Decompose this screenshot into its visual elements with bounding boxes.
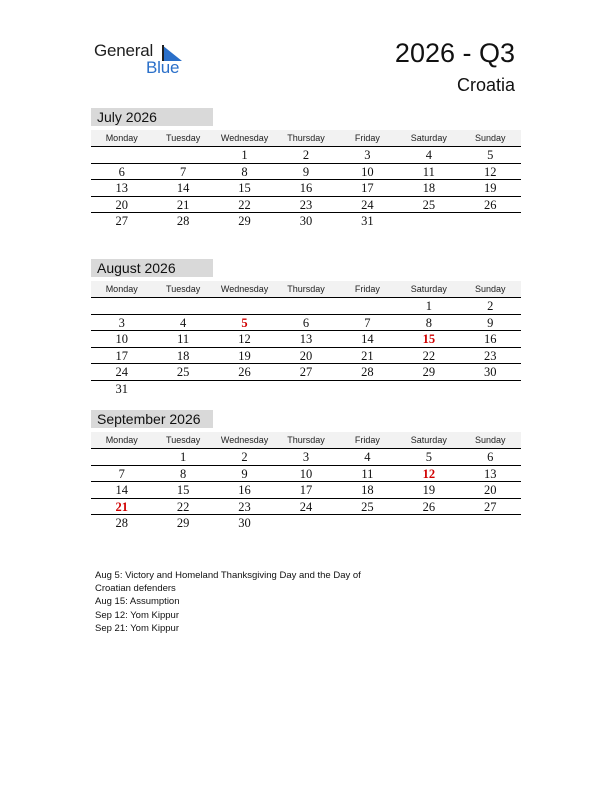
day-cell: 15 [176,483,190,498]
day-cell: 2 [302,148,310,162]
day-cell: 26 [238,365,251,380]
day-cell: 24 [361,197,374,212]
day-cell: 2 [487,299,494,313]
week-row [91,147,521,164]
day-cell: 31 [361,214,374,229]
page-title: 2026 - Q3 [394,38,515,68]
day-cell: 11 [422,164,435,179]
holiday-day-cell: 12 [422,466,436,481]
weekday-label: Tuesday [166,133,201,143]
day-cell [460,381,521,398]
weekday-label: Saturday [410,133,447,143]
day-cell [214,381,275,398]
day-cell: 25 [422,197,436,212]
week-row [91,180,521,197]
weekday-label: Wednesday [220,435,269,445]
day-cell: 1 [425,299,432,313]
week-row [91,315,521,332]
day-cell: 29 [238,214,251,229]
weekday-label: Monday [105,284,138,294]
generalblue-logo [94,41,194,77]
day-cell [275,515,336,532]
weekday-label: Monday [105,435,138,445]
holiday-note: Aug 15: Assumption [95,596,180,608]
day-cell [398,213,459,230]
weekday-label: Thursday [287,435,325,445]
holiday-note: Aug 5: Victory and Homeland Thanksgiving Day and the Day of Croatian defenders [95,570,361,595]
day-cell: 26 [422,499,436,514]
day-cell: 31 [115,381,128,396]
day-cell: 27 [299,365,313,380]
day-cell: 8 [180,466,187,481]
weekday-label: Friday [354,435,380,445]
day-cell [337,298,398,314]
week-row [91,298,521,315]
day-cell: 10 [361,164,374,179]
day-cell: 6 [487,450,494,464]
day-cell: 21 [176,197,190,212]
week-row [91,197,521,214]
day-cell: 6 [302,315,310,330]
week-row [91,515,521,532]
day-cell: 20 [483,483,497,498]
week-row [91,499,521,516]
day-cell: 3 [302,450,310,464]
day-cell [398,515,459,532]
country-name: Croatia [456,75,515,95]
day-cell: 21 [361,348,374,363]
day-cell: 11 [361,466,374,481]
day-cell [152,298,213,314]
month-september [91,410,521,532]
day-cell [337,515,398,532]
weekday-header [91,281,521,298]
holiday-note: Sep 12: Yom Kippur [95,609,179,621]
holiday-day-cell: 15 [422,332,436,347]
day-cell: 18 [422,181,436,196]
day-cell: 16 [483,332,497,347]
week-row [91,213,521,230]
holiday-day-cell: 5 [241,315,248,330]
month-july [91,108,521,230]
day-cell: 9 [302,164,310,179]
day-cell [275,298,336,314]
month-label: September 2026 [91,410,213,428]
weekday-label: Sunday [474,133,506,143]
week-row [91,348,521,365]
day-cell: 4 [364,450,371,464]
week-row [91,466,521,483]
day-cell: 28 [115,516,128,531]
weekday-label: Monday [105,133,138,143]
month-grid [91,449,521,532]
weekday-label: Friday [354,133,380,143]
day-cell: 29 [176,516,190,531]
day-cell: 7 [180,164,187,179]
week-row [91,482,521,499]
day-cell: 14 [361,332,374,347]
day-cell: 30 [238,516,251,531]
day-cell: 1 [241,148,248,162]
day-cell: 13 [483,466,497,481]
weekday-label: Friday [354,284,380,294]
day-cell: 28 [361,365,374,380]
day-cell: 10 [115,332,128,347]
weekday-label: Wednesday [220,133,269,143]
day-cell: 6 [118,164,125,179]
holiday-note: Sep 21: Yom Kippur [95,622,179,634]
day-cell: 3 [364,148,371,162]
day-cell: 8 [241,164,248,179]
day-cell: 24 [115,365,128,380]
day-cell: 1 [180,450,187,464]
day-cell: 9 [241,466,248,481]
day-cell [91,449,152,465]
day-cell: 19 [238,348,251,363]
day-cell: 13 [299,332,313,347]
day-cell: 30 [299,214,313,229]
day-cell: 7 [364,315,371,330]
logo-text-general: General [94,41,154,60]
day-cell [152,147,213,163]
day-cell: 4 [425,148,432,162]
week-row [91,449,521,466]
day-cell: 17 [361,181,374,196]
week-row [91,381,521,398]
day-cell: 25 [176,365,190,380]
weekday-label: Thursday [287,284,325,294]
weekday-label: Saturday [410,284,447,294]
day-cell [152,381,213,398]
day-cell [337,381,398,398]
day-cell: 17 [299,483,313,498]
day-cell: 18 [176,348,190,363]
day-cell: 14 [115,483,128,498]
day-cell: 13 [115,181,128,196]
day-cell [460,213,521,230]
day-cell: 23 [483,348,497,363]
month-august [91,259,521,398]
day-cell: 23 [299,197,313,212]
day-cell [91,298,152,314]
day-cell: 20 [115,197,128,212]
day-cell: 18 [361,483,374,498]
day-cell: 5 [487,148,494,162]
day-cell: 27 [115,214,128,229]
day-cell: 4 [180,315,187,330]
day-cell [275,381,336,398]
day-cell: 22 [176,499,190,514]
logo-text-blue: Blue [146,58,180,77]
weekday-label: Tuesday [166,435,201,445]
weekday-label: Thursday [287,133,325,143]
day-cell: 16 [299,181,313,196]
holiday-day-cell: 21 [115,499,128,514]
day-cell: 7 [118,466,125,481]
day-cell: 19 [483,181,497,196]
day-cell [91,147,152,163]
weekday-label: Wednesday [220,284,269,294]
day-cell: 29 [422,365,436,380]
day-cell: 17 [115,348,128,363]
week-row [91,164,521,181]
day-cell: 24 [299,499,313,514]
day-cell [214,298,275,314]
day-cell: 5 [425,450,432,464]
day-cell: 2 [241,450,248,464]
day-cell: 27 [483,499,497,514]
day-cell: 12 [238,332,251,347]
day-cell: 10 [299,466,313,481]
day-cell: 16 [238,483,251,498]
day-cell: 26 [483,197,497,212]
day-cell: 25 [361,499,374,514]
month-label: August 2026 [91,259,213,277]
week-row [91,364,521,381]
weekday-label: Sunday [474,435,506,445]
day-cell: 30 [483,365,497,380]
month-grid [91,147,521,230]
month-grid [91,298,521,398]
weekday-header [91,432,521,449]
weekday-label: Saturday [410,435,447,445]
month-label: July 2026 [91,108,213,126]
day-cell: 12 [483,164,497,179]
weekday-label: Tuesday [166,284,201,294]
day-cell: 8 [425,315,432,330]
weekday-label: Sunday [474,284,506,294]
day-cell: 19 [422,483,436,498]
day-cell: 23 [238,499,251,514]
day-cell [460,515,521,532]
day-cell: 22 [422,348,436,363]
day-cell: 22 [238,197,251,212]
day-cell: 11 [177,332,190,347]
day-cell: 3 [118,315,125,330]
week-row [91,331,521,348]
day-cell: 28 [176,214,190,229]
day-cell: 14 [176,181,190,196]
holiday-notes [95,569,395,635]
day-cell: 15 [238,181,251,196]
day-cell: 20 [299,348,313,363]
weekday-header [91,130,521,147]
day-cell: 9 [487,315,494,330]
day-cell [398,381,459,398]
